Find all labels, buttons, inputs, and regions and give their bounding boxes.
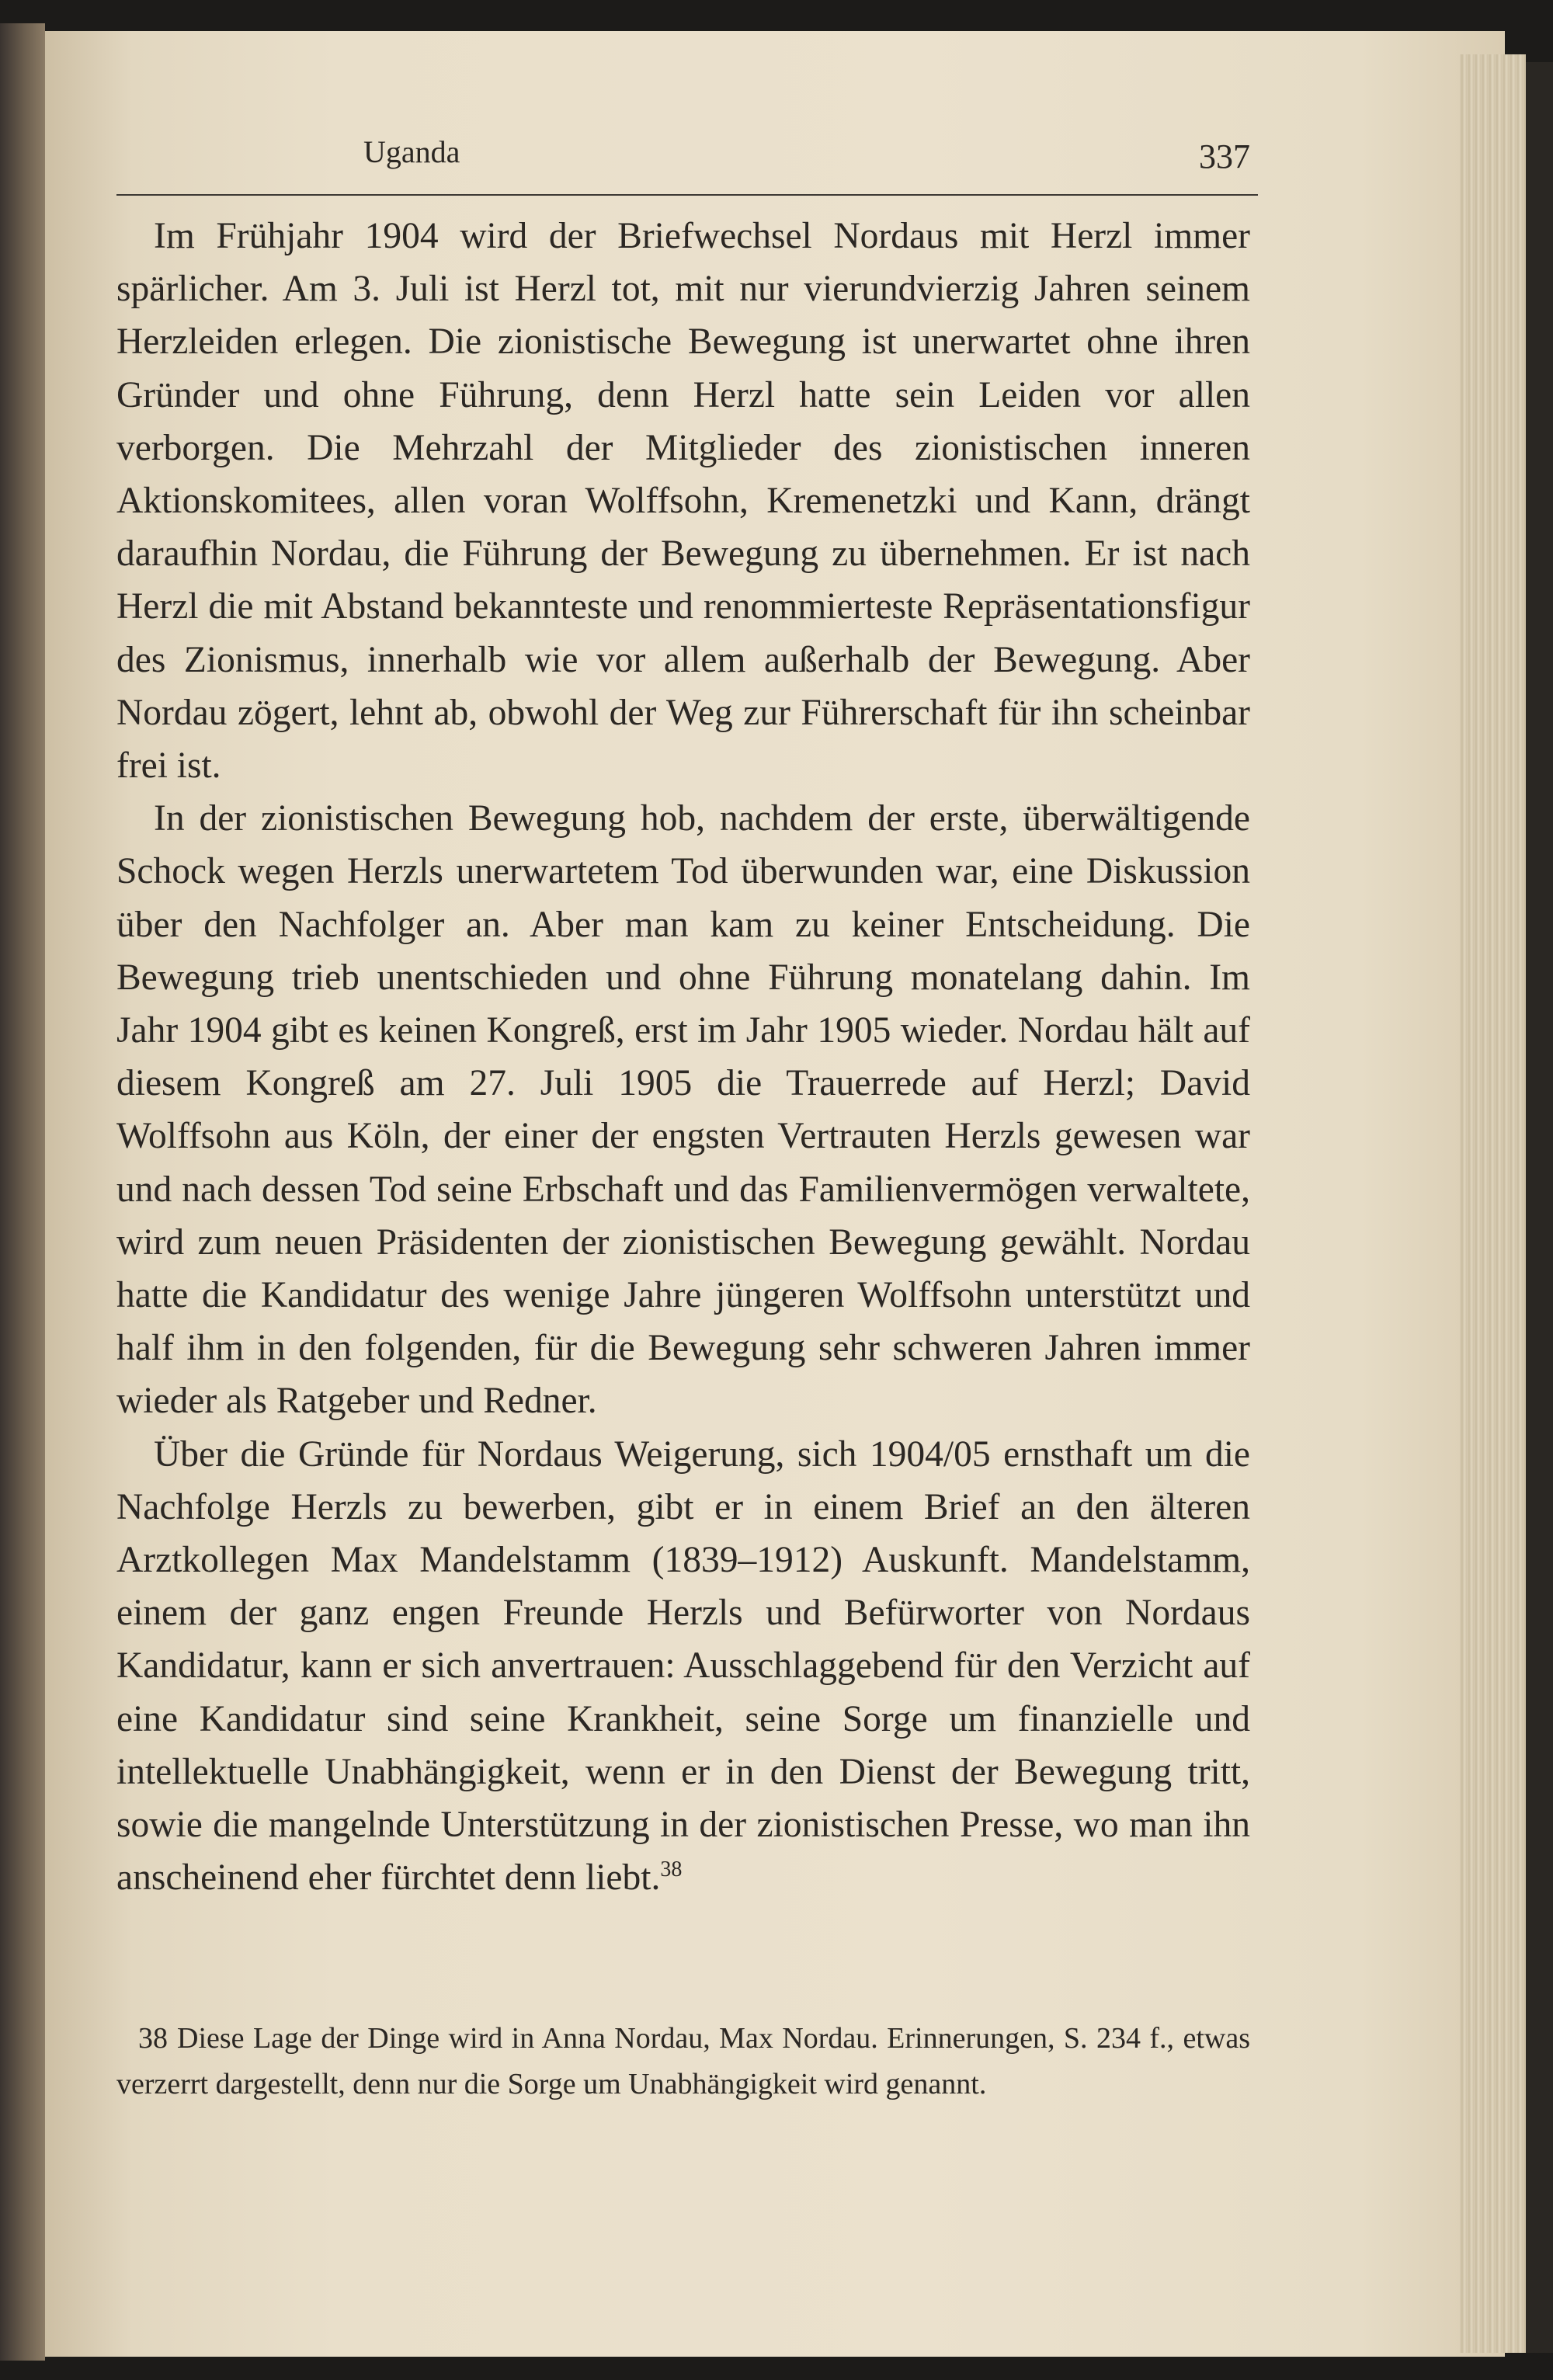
paragraph: Im Frühjahr 1904 wird der Briefwechsel Nordaus mit Herzl immer spärlicher. Am 3. Juli ist Herzl tot, mit nur vierundvierzig Jahren seinem Herzleiden erlegen. Die zionistische Bewegung ist unerwartet ohne ihren Gründer und ohne Führung, denn Herzl hatte sein Leiden vor allen verborgen. Die Mehrzahl der Mitglieder des zionistischen inneren Aktionskomitees, allen voran Wolffsohn, Kremenetzki und Kann, drängt daraufhin Nordau, die Führung der Bewegung zu übernehmen. Er ist nach Herzl die mit Abstand bekannteste und renommierteste Repräsentationsfigur des Zionismus, innerhalb wie vor allem außerhalb der Bewegung. Aber Nordau zögert, lehnt ab, obwohl der Weg zur Führerschaft für ihn scheinbar frei ist. xyxy=(116,216,1250,787)
page-stack-edge xyxy=(1460,54,1526,2353)
paragraph: In der zionistischen Bewegung hob, nachdem der erste, überwältigende Schock wegen Herzls unerwartetem Tod überwunden war, eine Diskussion über den Nachfolger an. Aber man kam zu keiner Entscheidung. Die Bewegung trieb unentschieden und ohne Führung monatelang dahin. Im Jahr 1904 gibt es keinen Kongreß, erst im Jahr 1905 wieder. Nordau hält auf diesem Kongreß am 27. Juli 1905 die Trauerrede auf Herzl; David Wolffsohn aus Köln, der einer der engsten Vertrauten Herzls gewesen war und nach dessen Tod seine Erbschaft und das Familienvermögen verwaltete, wird zum neuen Präsidenten der zionistischen Bewegung gewählt. Nordau hatte die Kandidatur des wenige Jahre jüngeren Wolffsohn unterstützt und half ihm in den folgenden, für die Bewegung sehr schweren Jahren immer wieder als Ratgeber und Redner. xyxy=(116,798,1250,1422)
footnote-text: Diese Lage der Dinge wird in Anna Nordau, Max Nordau. Erinnerungen, S. 234 f., etwas verzerrt dargestellt, denn nur die Sorge um Unabhängigkeit wird genannt. xyxy=(116,2022,1250,2100)
footnote xyxy=(116,2016,1250,2107)
running-head xyxy=(116,124,1258,196)
paragraph xyxy=(116,1428,1250,1905)
chapter-title: Uganda xyxy=(363,134,460,169)
book-spine-edge xyxy=(0,23,45,2361)
paragraph-text: Über die Gründe für Nordaus Weigerung, sich 1904/05 ernsthaft um die Nachfolge Herzls zu bewerben, gibt er in einem Brief an den älteren Arztkollegen Max Mandelstamm (1839–1912) Auskunft. Mandelstamm, einem der ganz engen Freunde Herzls und Befürworter von Nordaus Kandidatur, kann er sich anvertrauen: Ausschlaggebend für den Verzicht auf eine Kandidatur sind seine Krankheit, seine Sorge um finanzielle und intellektuelle Unabhängigkeit, wenn er in den Dienst der Bewegung tritt, sowie die mangelnde Unterstützung in der zionistischen Presse, wo man ihn anscheinend eher fürchtet denn liebt. xyxy=(116,1433,1250,1899)
footnote-reference: 38 xyxy=(660,1857,683,1882)
main-text xyxy=(116,210,1250,1905)
footnote-number: 38 xyxy=(138,2022,168,2055)
page-shadow xyxy=(1526,62,1553,2353)
page-number: 337 xyxy=(1199,137,1250,175)
